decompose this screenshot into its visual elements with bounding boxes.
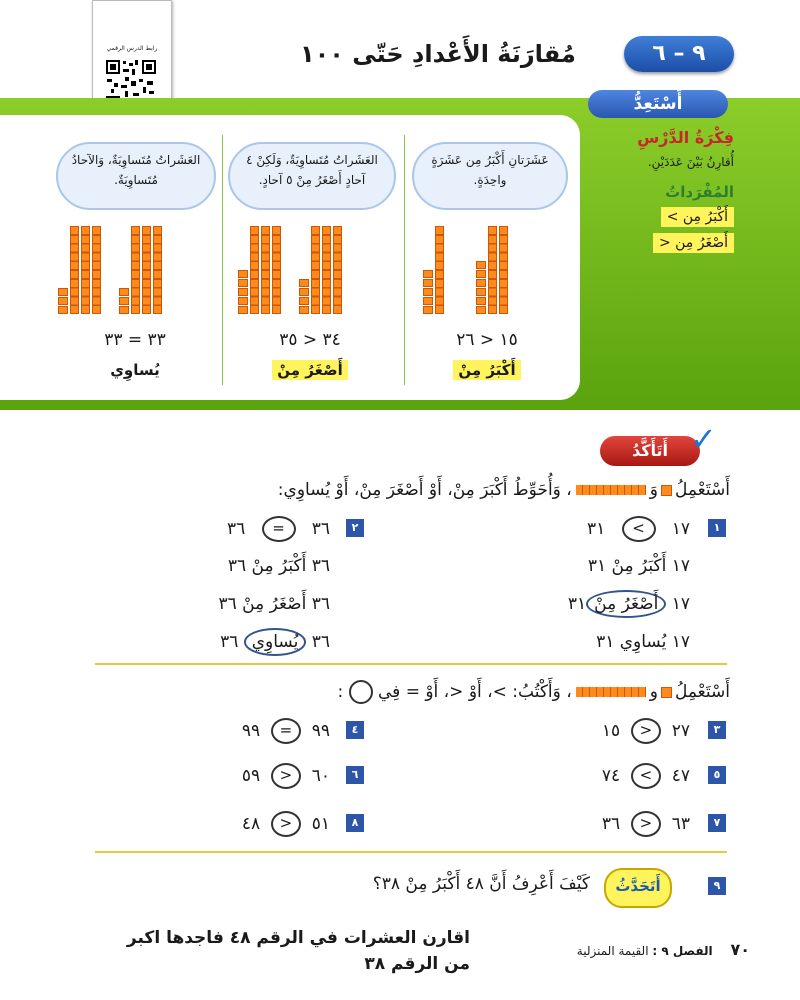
exercise-1-compare: ١٧ > ٣١ xyxy=(587,516,690,542)
student-answer[interactable]: اقارن العشرات في الرقم ٤٨ فاجدها اكبر من الرقم ٣٨ xyxy=(126,928,470,974)
chapter-label: الفصل ٩ : xyxy=(652,944,713,958)
blocks-34 xyxy=(299,226,342,314)
vocab-less-than: أَصْغَرُ مِن < xyxy=(653,233,734,253)
comparison-text: ١٥ < ٢٦ xyxy=(456,330,518,350)
compare-row: ٥١ < ٤٨ xyxy=(242,811,330,837)
tens-rod xyxy=(488,226,497,314)
answer-circle[interactable]: < xyxy=(271,763,301,789)
comparison-text: ٣٣ = ٣٣ xyxy=(104,330,166,350)
blocks-33 xyxy=(119,226,162,314)
thought-cloud: العَشَراتُ مُتَساوِيَةٌ، وَالآحادُ مُتَساوِيَةٌ. xyxy=(56,142,216,210)
qr-caption: رابط الدرس الرقمي xyxy=(106,45,158,52)
exercise-number: ٢ xyxy=(346,519,364,537)
idea-text: أُقارِنُ بَيْنَ عَدَدَيْنِ. xyxy=(647,155,734,169)
compare-row: ٤٧ > ٧٤ xyxy=(602,763,690,789)
option-less-circled[interactable]: أَصْغَرُ مِنْ xyxy=(586,590,666,618)
check-tab: أَتَأَكَّدُ xyxy=(600,436,700,466)
option-equal[interactable]: يُساوِي xyxy=(619,632,667,652)
label-less-than: أَصْغَرُ مِنْ xyxy=(272,360,347,380)
blocks-33 xyxy=(58,226,101,314)
page-number: ٧٠ xyxy=(730,940,750,959)
answer-circle[interactable]: < xyxy=(631,718,661,744)
vocab-title: المُفْرَداتُ xyxy=(665,183,734,201)
prepare-tab: أَسْتَعِدُّ xyxy=(588,90,728,118)
instruction-1: أَسْتَعْمِلُوَ، وَأُحَوِّطُ أَكْبَرَ مِنْ، أَوْ أَصْغَرَ مِنْ، أَوْ يُساوِي: xyxy=(277,480,730,500)
exercise-number: ٤ xyxy=(346,721,364,739)
thought-cloud: العَشَراتُ مُتَساوِيَةٌ، وَلَكِنْ ٤ آحادٍ أَصْغَرُ مِنْ ٥ آحادٍ. xyxy=(228,142,396,210)
exercise-number: ٨ xyxy=(346,814,364,832)
answer-circle[interactable]: < xyxy=(271,811,301,837)
lesson-number-badge: ٩ – ٦ xyxy=(624,36,734,72)
tens-rod-icon xyxy=(576,687,646,697)
option-row: ٣٦ أَكْبَرُ مِنْ ٣٦ xyxy=(227,556,330,576)
base-ten-blocks xyxy=(238,226,342,314)
blocks-26 xyxy=(476,226,508,314)
talk-question: كَيْفَ أَعْرِفُ أَنَّ ٤٨ أَكْبَرُ مِنْ ٣٨؟ xyxy=(372,874,590,894)
blocks-35 xyxy=(238,226,281,314)
tens-rod-icon xyxy=(576,485,646,495)
option-row: ٣٦ يُساوِي ٣٦ xyxy=(220,632,330,652)
option-row: ١٧ أَصْغَرُ مِنْ٣١ xyxy=(568,594,690,614)
compare-row: ٩٩ = ٩٩ xyxy=(242,718,330,744)
option-row: ٣٦ أَصْغَرُ مِنْ ٣٦ xyxy=(218,594,330,614)
checkmark-icon: ✓ xyxy=(690,420,717,458)
chapter-title: القيمة المنزلية xyxy=(576,944,649,958)
blank-circle-icon xyxy=(349,680,373,704)
exercise-number: ٣ xyxy=(708,721,726,739)
label-equal: يُساوِي xyxy=(110,361,160,379)
talk-badge: أَتَحَدَّثُ xyxy=(604,868,672,908)
exercise-number: ٥ xyxy=(708,766,726,784)
base-ten-blocks xyxy=(423,226,508,314)
blocks-15 xyxy=(423,226,444,314)
exercise-number: ٧ xyxy=(708,814,726,832)
answer-circle[interactable]: > xyxy=(631,763,661,789)
exercise-2-compare: ٣٦ = ٣٦ xyxy=(227,516,330,542)
exercise-number: ٩ xyxy=(708,877,726,895)
label-greater-than: أَكْبَرُ مِنْ xyxy=(453,360,520,380)
tens-rod xyxy=(435,226,444,314)
option-greater[interactable]: أَكْبَرُ مِنْ xyxy=(251,556,307,576)
page-footer xyxy=(577,940,750,959)
answer-circle[interactable]: > xyxy=(622,516,656,542)
tens-rod xyxy=(499,226,508,314)
ones-block-icon xyxy=(661,687,672,698)
instruction-2: أَسْتَعْمِلُو، وَأَكْتُبُ: >، أَوْ <، أَوْ = فِي : xyxy=(337,682,730,702)
answer-circle[interactable]: = xyxy=(262,516,296,542)
idea-title: فِكْرَةُ الدَّرْسِ xyxy=(637,128,734,147)
lesson-idea-box xyxy=(588,128,734,328)
option-greater[interactable]: أَكْبَرُ مِنْ xyxy=(611,556,667,576)
comparison-text: ٣٤ < ٣٥ xyxy=(279,330,341,350)
answer-circle[interactable]: < xyxy=(631,811,661,837)
vocab-greater-than: أَكْبَرُ مِن > xyxy=(661,207,734,227)
thought-cloud: عَشَرَتانِ أَكْبَرُ مِن عَشَرَةٍ واحِدَةٍ. xyxy=(412,142,568,210)
base-ten-blocks xyxy=(58,226,162,314)
section-divider xyxy=(95,663,727,665)
answer-circle[interactable]: = xyxy=(271,718,301,744)
column-divider xyxy=(222,135,223,385)
compare-row: ٦٣ < ٣٦ xyxy=(602,811,690,837)
option-row: ١٧ أَكْبَرُ مِنْ ٣١ xyxy=(587,556,690,576)
option-equal-circled[interactable]: يُساوِي xyxy=(244,628,307,656)
option-less[interactable]: أَصْغَرُ مِنْ xyxy=(242,594,307,614)
exercise-number: ١ xyxy=(708,519,726,537)
option-row: ١٧ يُساوِي ٣١ xyxy=(596,632,690,652)
ones-block-icon xyxy=(661,485,672,496)
compare-row: ٦٠ < ٥٩ xyxy=(242,763,330,789)
compare-row: ٢٧ < ١٥ xyxy=(602,718,690,744)
column-divider xyxy=(404,135,405,385)
section-divider xyxy=(95,851,727,853)
page-title: مُقارَنَةُ الأَعْدادِ حَتّى ١٠٠ xyxy=(300,40,576,68)
exercise-number: ٦ xyxy=(346,766,364,784)
